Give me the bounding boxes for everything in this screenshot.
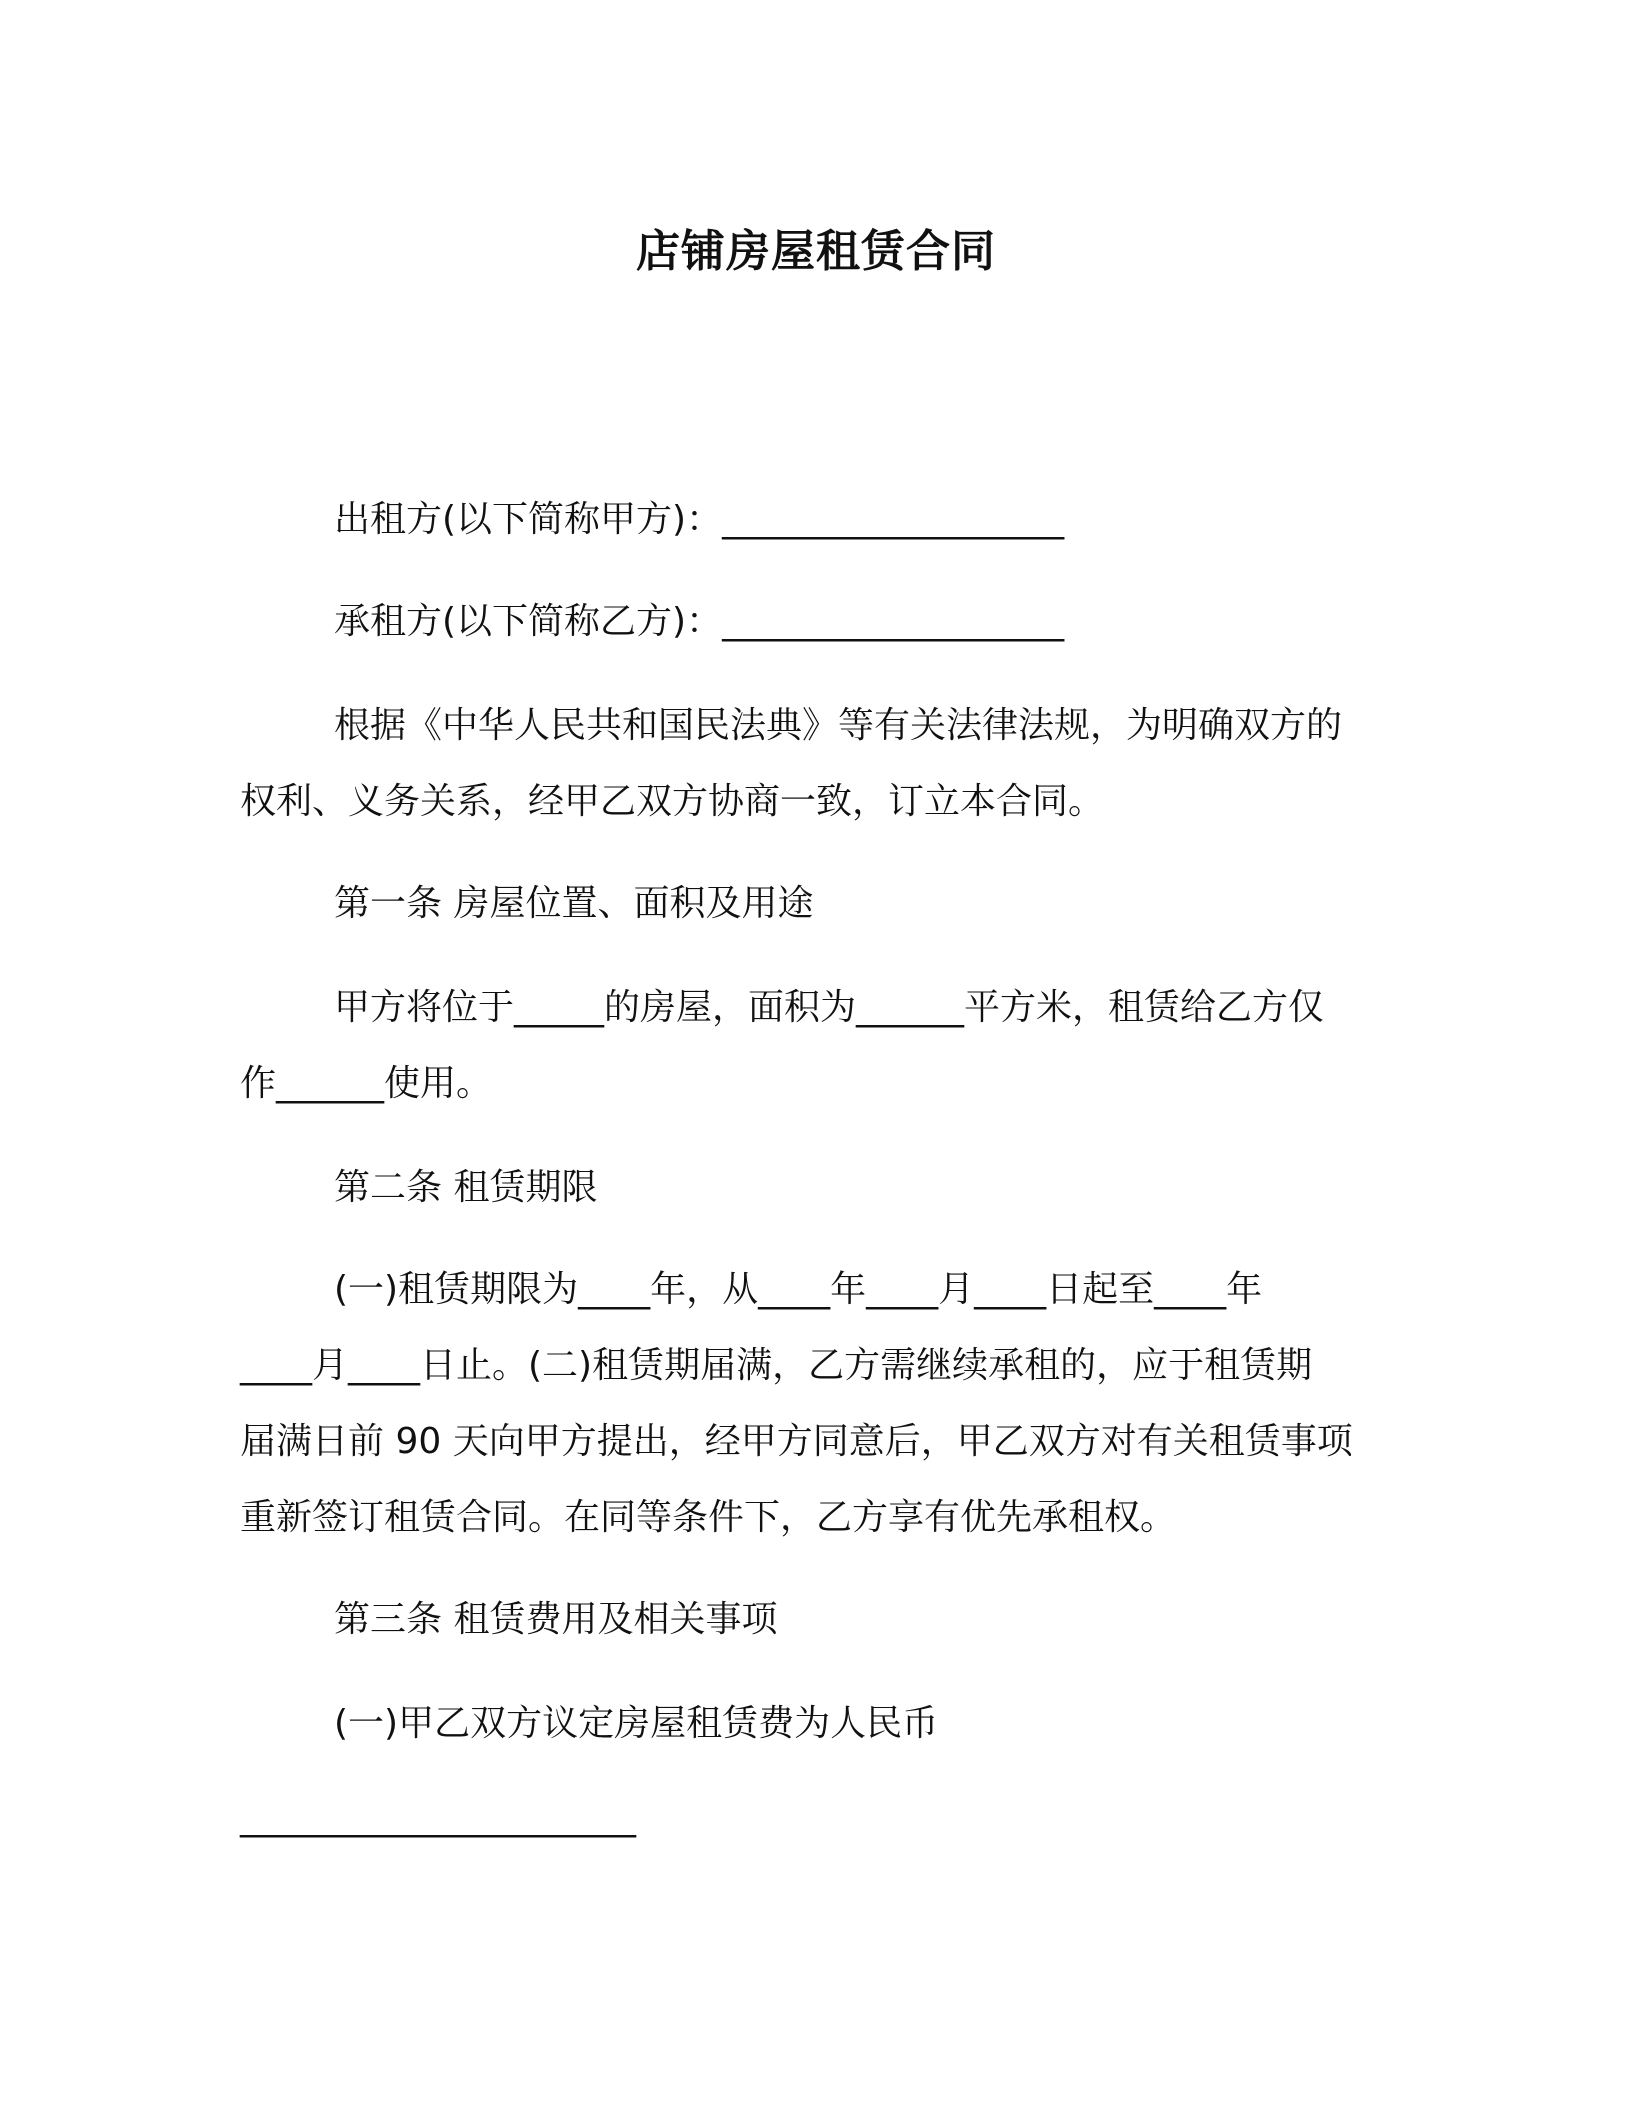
article-3-heading: 第三条 租赁费用及相关事项: [334, 1599, 778, 1640]
preamble-line-2: 权利、义务关系，经甲乙双方协商一致，订立本合同。: [240, 781, 1105, 822]
article-2-line-4: 重新签订租赁合同。在同等条件下，乙方享有优先承租权。: [240, 1497, 1177, 1538]
article-1-line-1: 甲方将位于_____的房屋，面积为______平方米，租赁给乙方仅: [334, 987, 1325, 1028]
lessee-line: 承租方(以下简称乙方)：___________________: [334, 601, 1065, 642]
article-2-line-2: ____月____日止。(二)租赁期届满，乙方需继续承租的，应于租赁期: [240, 1345, 1313, 1386]
article-2-line-1: (一)租赁期限为____年，从____年____月____日起至____年: [334, 1269, 1263, 1310]
article-1-heading: 第一条 房屋位置、面积及用途: [334, 883, 814, 924]
article-1-line-2: 作______使用。: [240, 1063, 493, 1104]
document-title: 店铺房屋租赁合同: [636, 226, 996, 277]
article-3-line-1: (一)甲乙双方议定房屋租赁费为人民币: [334, 1703, 939, 1744]
lessor-line: 出租方(以下简称甲方)：___________________: [334, 499, 1065, 540]
article-2-line-3: 届满日前 90 天向甲方提出，经甲方同意后，甲乙双方对有关租赁事项: [240, 1421, 1353, 1462]
preamble-line-1: 根据《中华人民共和国民法典》等有关法律法规，为明确双方的: [334, 705, 1343, 746]
article-3-blank-line: ______________________: [240, 1797, 636, 1838]
article-2-heading: 第二条 租赁期限: [334, 1167, 598, 1208]
